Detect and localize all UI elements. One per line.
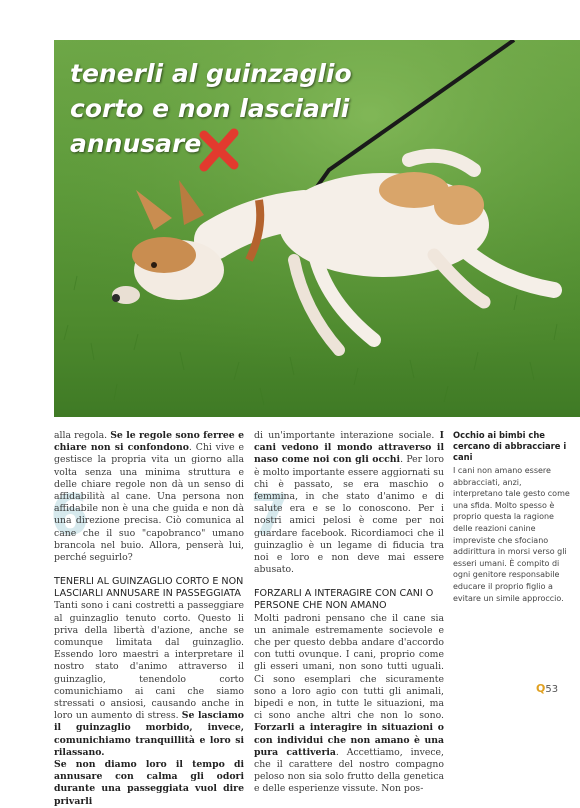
headline-line: annusare [70, 129, 202, 158]
paragraph: di un'importante interazione sociale. I cani vedono il mondo attraverso il naso come noi con gli occhi. Per loro è molto importante essere aggiornati su chi è passato, se era maschio o femmina, in che stato d'animo e di salute era e se lo conoscono. Per i nostri amici pelosi è come per noi guardare facebook. Ricordiamoci che il guinzaglio è un legame di fiducia tra noi e loro e non deve mai essere abusato. [254, 430, 444, 576]
paragraph: Se non diamo loro il tempo di annusare con calma gli odori durante una passeggiata vuol dire privarli [54, 759, 244, 807]
page-number [536, 682, 558, 695]
article-column-1 [50, 430, 244, 808]
headline-line: tenerli al guinzaglio [70, 59, 352, 88]
paragraph: Molti padroni pensano che il cane sia un animale estremamente socievole e che per questo debba andare d'accordo con tutti ovunque. I cani, proprio come gli esseri umani, non sono tutti uguali. Ci sono esemplari che sicuramente sono a loro agio con tutti gli animali, bipedi e non, in tutte le situazioni, ma ci sono anche altri che non lo sono. Forzarli a interagire in situazioni o con individui che non amano è una pura cattiveria. Accettiamo, invece, che il carattere del nostro compagno peloso non sia solo frutto della genetica e delle esperienze vissute. Non pos- [254, 612, 444, 795]
sidebox-text: I cani non amano essere abbracciati, anzi, interpretano tale gesto come una sfida. Molto spesso è proprio questa la ragione delle reazioni canine impreviste che sfociano addirittura in morsi verso gli esseri umani. È compito di ogni genitore responsabile educare il proprio figlio a evitare un simile approccio. [453, 466, 570, 603]
red-x-icon [196, 127, 242, 173]
sidebox-title: Occhio ai bimbi che cercano di abbracciare i cani [453, 430, 567, 462]
paragraph: Tanti sono i cani costretti a passeggiare al guinzaglio tenuto corto. Questo li priva della libertà d'azione, anche se comunque limitata dal guinzaglio. Essendo loro maestri a interpretare il nostro stato d'animo attraverso il guinzaglio, tenendolo corto comunichiamo ai cani che siamo stressati o ansiosi, causando anche in loro un aumento di stress. Se lasciamo il guinzaglio morbido, invece, comunichiamo tranquillità e loro si rilassano. [54, 600, 244, 758]
section-number: 6 [50, 483, 89, 548]
sidebox [453, 430, 571, 604]
article-column-2 [250, 430, 444, 796]
paragraph: alla regola. Se le regole sono ferree e chiare non si confondono. Chi vive e gestisce la propria vita un giorno alla volta senza una minima struttura e delle chiare regole non dà un senso di affidabilità al cane. Una persona non affidabile non è una che guida e non dà una direzione precisa. Ciò comunica al cane che il suo "capobranco" umano brancola nel buio. Allora, penserà lui, perché seguirlo? [54, 430, 244, 564]
section-heading: FORZARLI A INTERAGIRE CON CANI O PERSONE CHE NON AMANO [254, 588, 434, 612]
section-number: 7 [250, 483, 289, 548]
brand-logo: Q [536, 682, 546, 695]
page-number-value: 53 [545, 684, 559, 695]
headline-line: corto e non lasciarli [70, 94, 350, 123]
section-heading: TENERLI AL GUINZAGLIO CORTO E NON LASCIARLI ANNUSARE IN PASSEGGIATA [54, 576, 244, 599]
